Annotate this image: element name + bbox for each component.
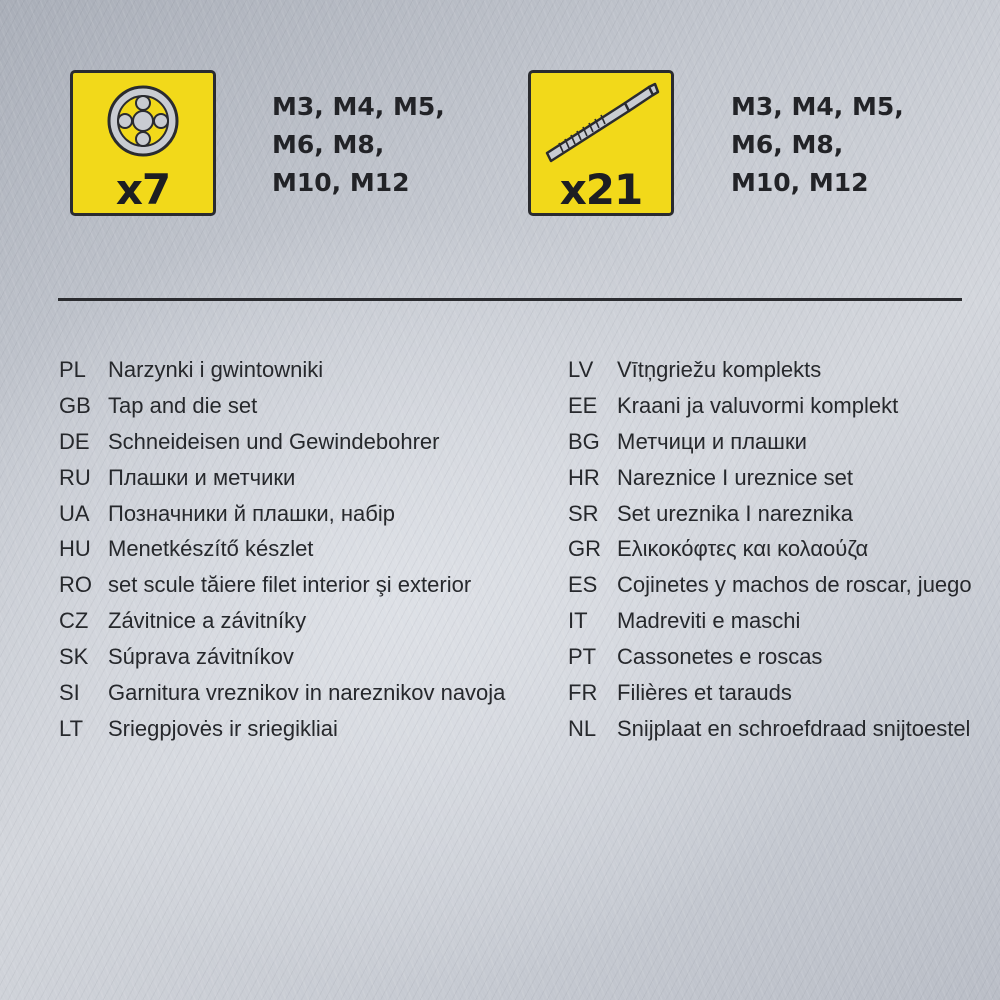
language-text: Menetkészítő készlet xyxy=(108,536,314,562)
language-list-right xyxy=(568,352,972,747)
language-row xyxy=(568,388,972,424)
language-list-left xyxy=(59,352,505,747)
language-row xyxy=(59,460,505,496)
language-row xyxy=(568,675,972,711)
tap-sizes-list xyxy=(731,88,904,202)
language-text: Schneideisen und Gewindebohrer xyxy=(108,428,440,454)
language-row xyxy=(59,424,505,460)
language-row xyxy=(59,388,505,424)
die-count-label: x7 xyxy=(115,165,171,214)
die-sizes-line: M6, M8, xyxy=(272,130,385,159)
language-code: ES xyxy=(568,572,598,598)
language-code: CZ xyxy=(59,608,89,634)
die-count-badge xyxy=(70,70,216,216)
language-row xyxy=(568,567,972,603)
language-text: Tap and die set xyxy=(108,392,258,418)
language-code: DE xyxy=(59,428,90,454)
language-code: LT xyxy=(59,715,84,741)
language-text: Позначники й плашки, набір xyxy=(108,500,395,526)
language-row xyxy=(59,531,505,567)
die-sizes-line: M3, M4, M5, xyxy=(272,92,445,121)
language-row xyxy=(59,675,505,711)
language-row xyxy=(568,531,972,567)
language-text: Метчици и плашки xyxy=(617,428,807,454)
language-row xyxy=(568,639,972,675)
tap-sizes-line: M10, M12 xyxy=(731,168,869,197)
language-text: Filières et tarauds xyxy=(617,680,792,706)
tap-sizes-line: M6, M8, xyxy=(731,130,844,159)
language-text: Súprava závitníkov xyxy=(108,644,294,670)
language-row xyxy=(59,352,505,388)
language-code: HR xyxy=(568,464,600,490)
language-text: Kraani ja valuvormi komplekt xyxy=(617,392,899,418)
language-text: Garnitura vreznikov in nareznikov navoja xyxy=(108,680,506,706)
language-code: FR xyxy=(568,680,598,706)
language-text: Vītņgriežu komplekts xyxy=(617,357,822,382)
language-text: Плашки и метчики xyxy=(108,464,296,490)
language-code: RU xyxy=(59,464,91,490)
language-code: PL xyxy=(59,357,86,382)
language-code: GB xyxy=(59,392,91,418)
language-code: EE xyxy=(568,392,598,418)
language-code: LV xyxy=(568,357,594,382)
language-row xyxy=(568,496,972,532)
language-code: BG xyxy=(568,428,600,454)
language-text: set scule tăiere filet interior şi exterior xyxy=(108,572,472,598)
language-text: Set ureznika I nareznika xyxy=(617,500,854,526)
language-row xyxy=(568,460,972,496)
die-sizes-list xyxy=(272,88,445,202)
language-code: HU xyxy=(59,536,91,562)
section-divider xyxy=(58,298,962,301)
tap-count-label: x21 xyxy=(559,165,643,214)
language-text: Madreviti e maschi xyxy=(617,608,801,634)
language-row xyxy=(59,496,505,532)
language-code: SI xyxy=(59,680,80,706)
language-code: RO xyxy=(59,572,92,598)
language-row xyxy=(568,424,972,460)
language-text: Snijplaat en schroefdraad snijtoestel xyxy=(617,715,971,741)
language-row xyxy=(568,603,972,639)
language-row xyxy=(59,711,505,747)
language-row xyxy=(59,567,505,603)
language-text: Cassonetes e roscas xyxy=(617,644,823,670)
tap-sizes-line: M3, M4, M5, xyxy=(731,92,904,121)
language-row xyxy=(568,711,972,747)
language-text: Závitnice a závitníky xyxy=(108,608,307,634)
language-text: Ελικοκόφτες και κολαούζα xyxy=(617,536,869,562)
language-code: IT xyxy=(568,608,588,634)
language-row xyxy=(568,352,972,388)
language-row xyxy=(59,639,505,675)
language-text: Cojinetes y machos de roscar, juego xyxy=(617,572,972,598)
language-code: GR xyxy=(568,536,601,562)
language-code: UA xyxy=(59,500,90,526)
language-code: PT xyxy=(568,644,597,670)
language-text: Narzynki i gwintowniki xyxy=(108,357,324,382)
die-sizes-line: M10, M12 xyxy=(272,168,410,197)
language-row xyxy=(59,603,505,639)
language-text: Sriegpjovės ir sriegikliai xyxy=(108,715,338,741)
language-text: Nareznice I ureznice set xyxy=(617,464,853,490)
language-code: SR xyxy=(568,500,599,526)
tap-count-badge xyxy=(528,70,674,216)
language-code: NL xyxy=(568,715,597,741)
language-code: SK xyxy=(59,644,89,670)
